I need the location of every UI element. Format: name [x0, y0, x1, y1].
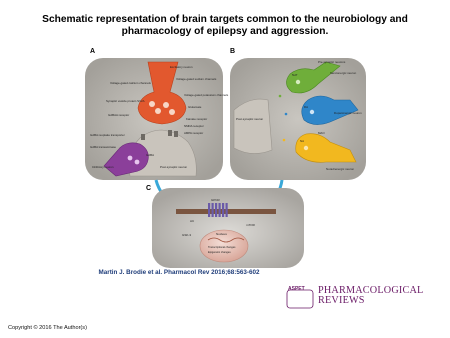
nmda-receptor [168, 130, 172, 136]
label-5ht: 5HT [292, 73, 298, 77]
label-da: DA [304, 105, 309, 109]
vesicle [149, 101, 155, 107]
vesicle [135, 160, 140, 165]
label-gaba-a: GABAA receptor [108, 113, 130, 117]
vesicle [128, 156, 133, 161]
panel-a [85, 48, 229, 180]
journal-logo-line2: REVIEWS [318, 295, 365, 306]
label-vg-potassium: Voltage-gated potassium channels [184, 93, 229, 97]
label-epigenetic: Epigenetic changes [208, 251, 231, 254]
panel-b [230, 48, 366, 180]
label-gaba: GABA [146, 153, 155, 157]
label-mtor: mTOR [246, 223, 255, 227]
label-dopaminergic: Dopaminergic neuron [334, 111, 362, 115]
vesicle [169, 109, 175, 115]
journal-logo-line1: PHARMACOLOGICAL [318, 285, 424, 296]
vesicle [296, 80, 300, 84]
label-noradrenergic: Noradrenergic neuron [326, 167, 355, 171]
label-mao: MAO [318, 131, 325, 135]
vesicle [310, 110, 314, 114]
neurotransmitter-dot [283, 139, 286, 142]
label-postsynaptic-b: Post-synaptic neuron [236, 117, 264, 121]
label-ampa: AMPA receptor [184, 131, 204, 135]
panel-a-letter: A [90, 48, 96, 55]
label-glutamate: Glutamate [188, 105, 202, 109]
neurotransmitter-dot [279, 95, 282, 98]
label-sv2a: Synaptic vesicle protein SV2A [106, 99, 145, 103]
vesicle [163, 102, 169, 108]
label-vg-calcium: Voltage-gated calcium channels [110, 81, 151, 85]
aspet-logo-text: ASPET [288, 286, 305, 292]
label-vg-sodium: Voltage-gated sodium channels [176, 77, 217, 81]
neurotransmitter-dot [285, 113, 288, 116]
postsynaptic-neuron-b [234, 99, 272, 153]
label-gsk3: GSK-3 [182, 233, 192, 237]
journal-logo [318, 286, 423, 306]
label-gaba-transaminase: GABA transaminase [90, 145, 117, 149]
label-presynaptic: Pre-synaptic neurons [318, 60, 346, 64]
citation: Martin J. Brodie et al. Pharmacol Rev 2016;68:563-602 [98, 269, 260, 276]
label-transcriptional: Transcriptional changes [208, 246, 236, 249]
figure-title: Schematic representation of brain targets common to the neurobiology and pharmacology of epilepsy and aggression. [42, 14, 408, 37]
label-nmda: NMDA receptor [184, 124, 204, 128]
label-nucleus: Nucleus [216, 232, 227, 236]
vesicle [304, 146, 308, 150]
panel-c-letter: C [146, 185, 152, 192]
label-postsynaptic-a: Post-synaptic neuron [160, 165, 188, 169]
label-ac: AC [190, 219, 195, 223]
panel-b-letter: B [230, 48, 236, 55]
label-excitatory: Excitatory neuron [170, 65, 193, 69]
copyright-notice: Copyright © 2016 The Author(s) [8, 325, 87, 331]
label-inhibitory: Inhibitory neuron [92, 165, 114, 169]
label-kainate: Kainate receptor [186, 117, 208, 121]
label-na: NA [300, 139, 305, 143]
aspet-logo-icon [287, 290, 313, 308]
label-gaba-reuptake: GABA reuptake transporter [90, 133, 125, 137]
gaba-a-receptor [141, 134, 145, 140]
ampa-receptor [174, 131, 178, 137]
vesicle [155, 108, 161, 114]
label-serotonergic: Serotonergic neuron [330, 71, 357, 75]
label-gpcr: GPCR [211, 198, 220, 202]
panel-c [146, 185, 304, 268]
